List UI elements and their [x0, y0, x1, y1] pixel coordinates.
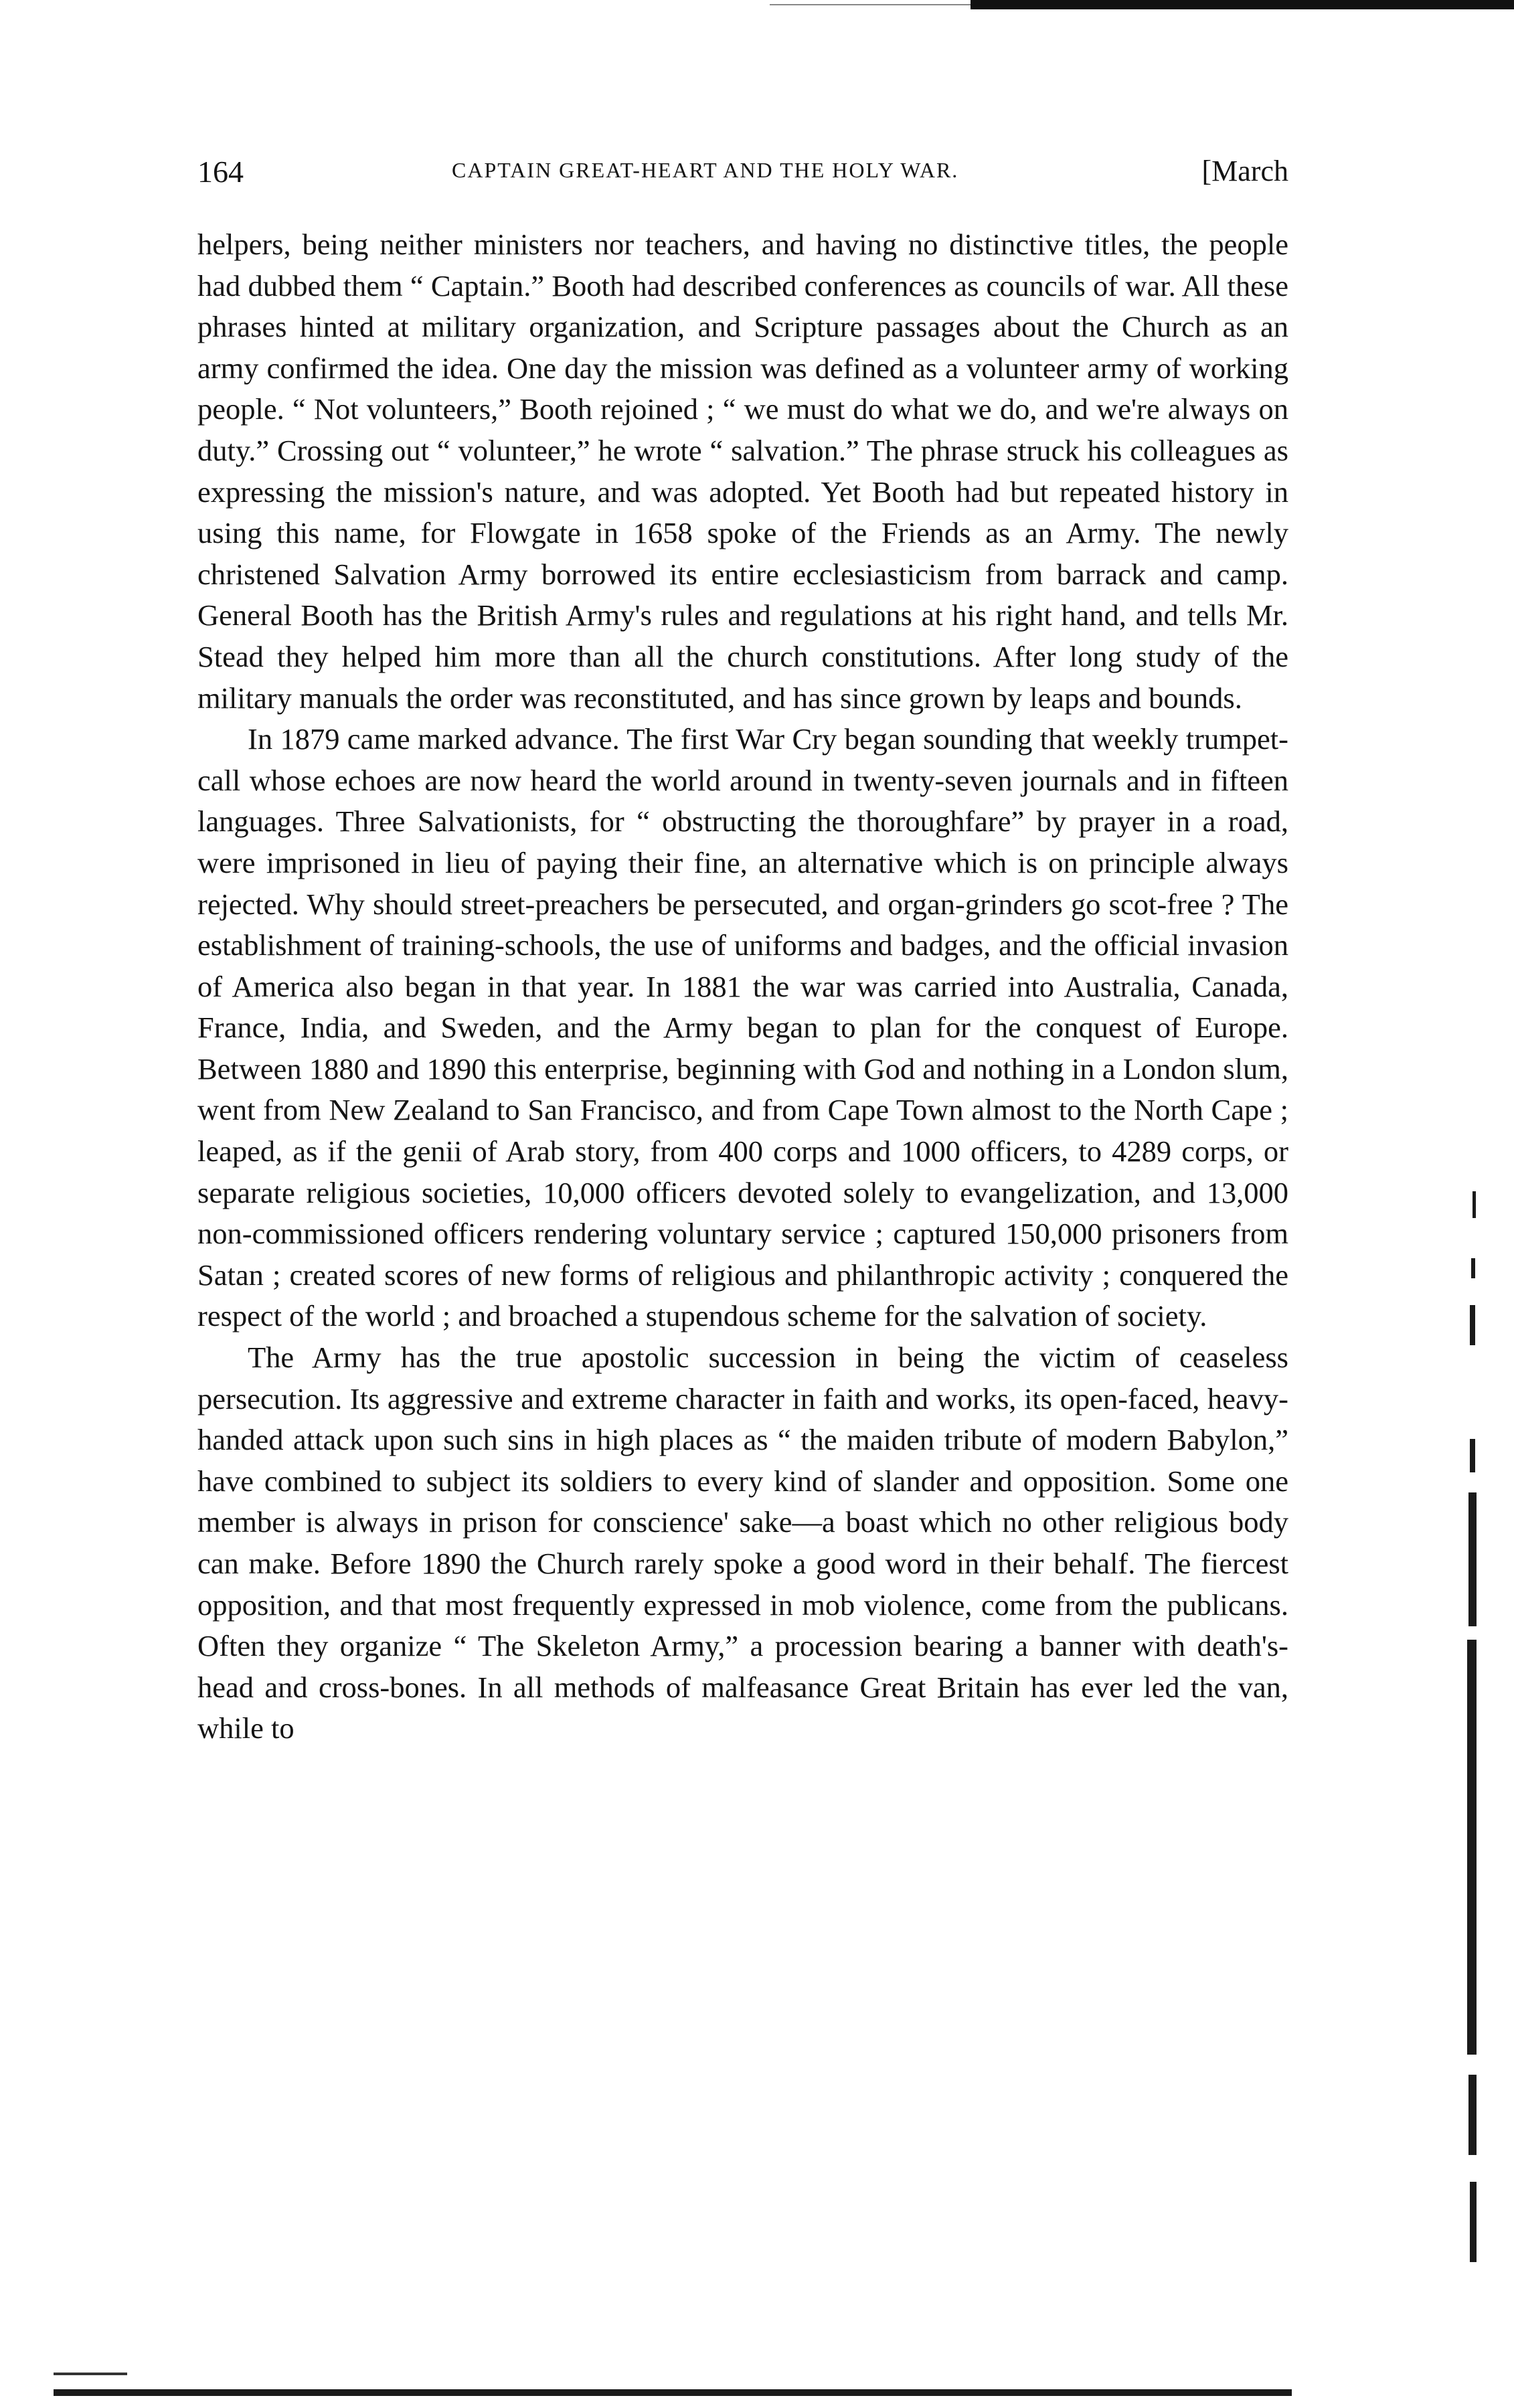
paragraph-2: In 1879 came marked advance. The first War Cry began sounding that weekly trumpet-call whose echoes are now heard the world around in twenty-seven journals and in fifteen languages. Three Salvationists, for “ obstructing the thoroughfare” by prayer in a road, were imprisoned in lieu of paying their fine, an alternative which is on principle always rejected. Why should street-preachers be persecuted, and organ-grinders go scot-free ? The establishment of training-schools, the use of uniforms and badges, and the official invasion of America also began in that year. In 1881 the war was carried into Australia, Canada, France, India, and Sweden, and the Army began to plan for the conquest of Europe. Between 1880 and 1890 this enterprise, beginning with God and nothing in a London slum, went from New Zealand to San Francisco, and from Cape Town almost to the North Cape ; leaped, as if the genii of Arab story, from 400 corps and 1000 officers, to 4289 corps, or separate religious societies, 10,000 officers devoted solely to evangelization, and 13,000 non-commissioned officers rendering voluntary service ; captured 150,000 prisoners from Satan ; created scores of new forms of religious and philanthropic activity ; conquered the respect of the world ; and broached a stupendous scheme for the salvation of society. — [197, 722, 1288, 1333]
scan-edge-mark — [1470, 1305, 1475, 1345]
page-header — [197, 154, 1288, 194]
scan-edge-mark — [1468, 1492, 1477, 1626]
scan-edge-mark — [1471, 1258, 1475, 1278]
top-edge-rule-thin — [770, 4, 971, 5]
paragraph-3: The Army has the true apostolic succession in being the victim of ceaseless persecution. Its aggressive and extreme character in faith and works, its open-faced, heavy-handed attack upon such sins in high places as “ the maiden tribute of modern Babylon,” have combined to subject its soldiers to every kind of slander and opposition. Some one member is always in prison for conscience' sake—a boast which no other religious body can make. Before 1890 the Church rarely spoke a good word in their behalf. The fiercest opposition, and that most frequently expressed in mob violence, come from the publicans. Often they organize “ The Skeleton Army,” a procession bearing a banner with death's-head and cross-bones. In all methods of malfeasance Great Britain has ever led the van, while to — [197, 1341, 1288, 1745]
running-head: CAPTAIN GREAT-HEART AND THE HOLY WAR. — [452, 158, 959, 182]
scan-edge-mark — [1470, 1439, 1475, 1472]
running-head-month: [March — [1201, 155, 1288, 187]
scan-edge-mark — [1470, 2182, 1477, 2262]
scan-edge-mark — [1473, 1191, 1476, 1218]
paragraph-1: helpers, being neither ministers nor teachers, and having no distinctive titles, the people had dubbed them “ Captain.” Booth had described conferences as councils of war. All these phrases hinted at military organization, and Scripture passages about the Church as an army confirmed the idea. One day the mission was defined as a volunteer army of working people. “ Not volunteers,” Booth rejoined ; “ we must do what we do, and we're always on duty.” Crossing out “ volunteer,” he wrote “ salvation.” The phrase struck his colleagues as expressing the mission's nature, and was adopted. Yet Booth had but repeated history in using this name, for Flowgate in 1658 spoke of the Friends as an Army. The newly christened Salvation Army borrowed its entire ecclesiasticism from barrack and camp. General Booth has the British Army's rules and regulations at his right hand, and tells Mr. Stead they helped him more than all the church constitutions. After long study of the military manuals the order was reconstituted, and has since grown by leaps and bounds. — [197, 228, 1288, 715]
bottom-edge-rule — [54, 2389, 1292, 2396]
bottom-edge-rule-thin — [54, 2373, 127, 2375]
page-number: 164 — [197, 155, 244, 189]
body-text — [197, 224, 1288, 1749]
scan-edge-mark — [1467, 1640, 1477, 2055]
top-edge-rule — [971, 0, 1514, 9]
scan-edge-mark — [1468, 2075, 1477, 2155]
